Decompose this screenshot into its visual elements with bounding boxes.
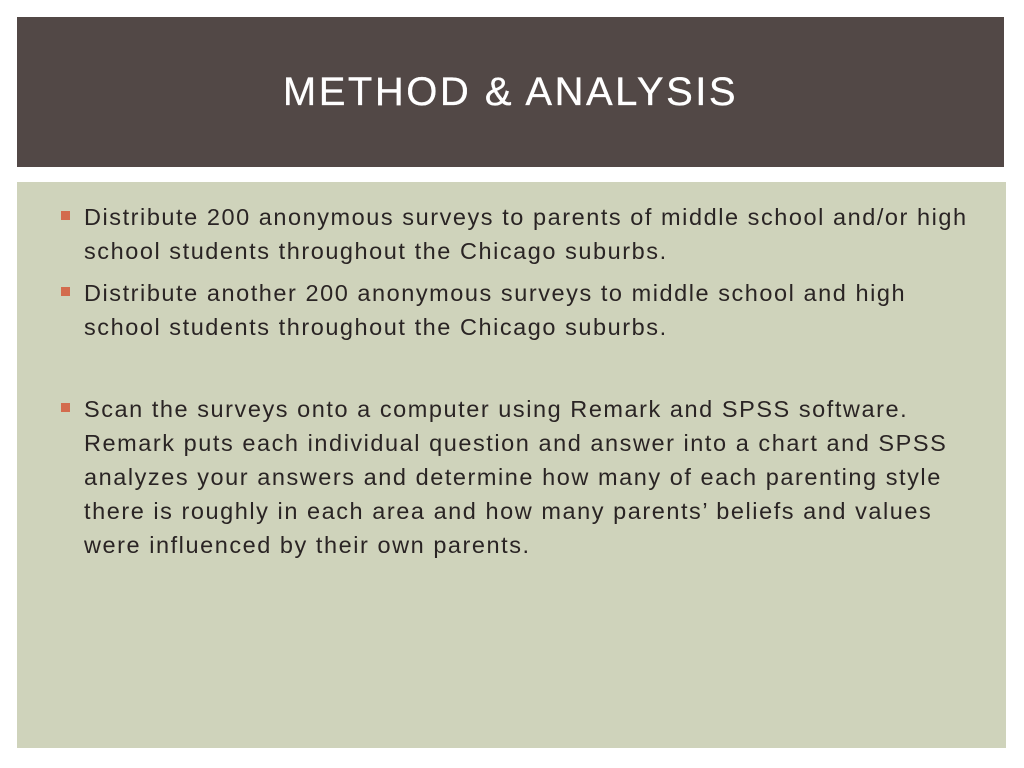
bullet-item	[44, 200, 984, 268]
bullet-item	[44, 392, 984, 562]
bullet-text: Scan the surveys onto a computer using Remark and SPSS software. Remark puts each individual question and answer into a chart and SPSS analyzes your answers and determine how many of each parenting style there is roughly in each area and how many parents’ beliefs and values were influenced by their own parents.	[84, 396, 948, 558]
bullet-item	[44, 276, 984, 344]
square-bullet-icon	[61, 211, 70, 220]
slide-title: METHOD & ANALYSIS	[282, 69, 739, 114]
bullet-text: Distribute 200 anonymous surveys to parents of middle school and/or high school students throughout the Chicago suburbs.	[84, 204, 968, 264]
bullet-list	[44, 200, 984, 562]
square-bullet-icon	[61, 287, 70, 296]
bullet-text: Distribute another 200 anonymous surveys to middle school and high school students throughout the Chicago suburbs.	[84, 280, 907, 340]
title-bar	[17, 17, 1004, 167]
square-bullet-icon	[61, 403, 70, 412]
